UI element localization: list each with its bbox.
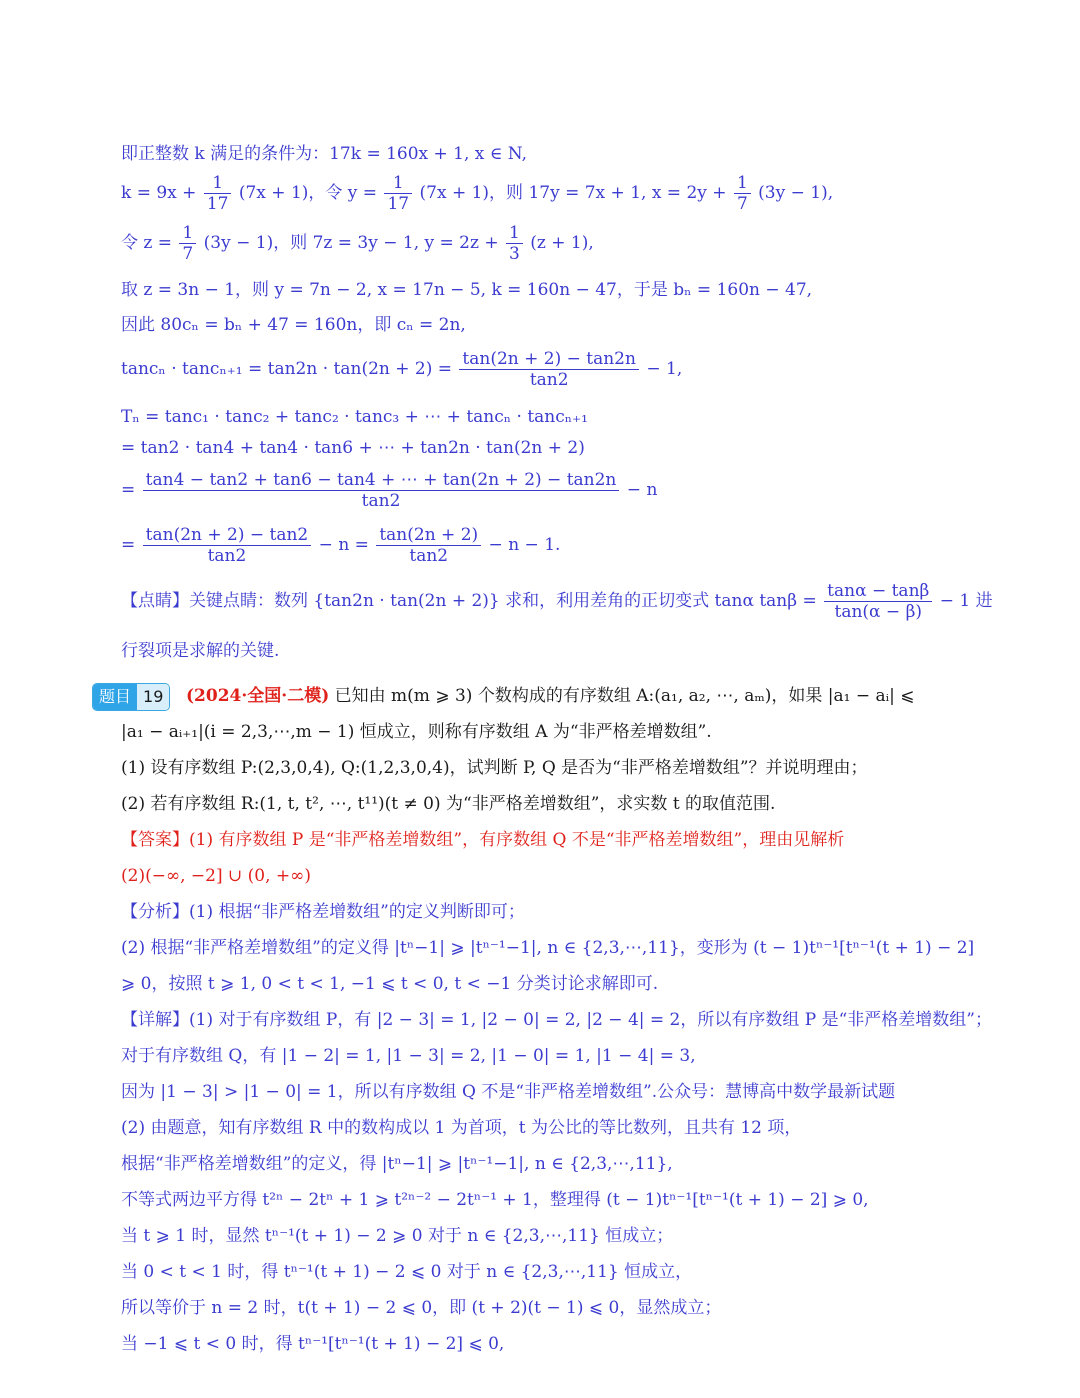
fraction: $\frac{1}{3}$ [506,223,523,264]
fraction: $\frac{\tan 4 - \tan 2 + \tan 6 - \tan 4 + \cdots + \tan(2n + 2) - \tan 2n}{\tan 2}$ [143,470,620,511]
solution-line: = tan2 · tan4 + tan4 · tan6 + ⋯ + tan2n · tan(2n + 2) [121,438,585,458]
detail-line: 因为 |1 − 3| > |1 − 0| = 1，所以有序数组 Q 不是“非严格差增数组”.公众号：慧博高中数学最新试题 [121,1082,896,1102]
fraction: $\frac{\tan\alpha - \tan\beta}{\tan(\alpha - \beta)}$ [824,581,932,622]
question-2: (2) 若有序数组 R:(1, t, t², ⋯, t¹¹)(t ≠ 0) 为“非严格差增数组”，求实数 t 的取值范围. [121,794,776,814]
fraction: $\frac{1}{17}$ [204,173,232,214]
solution-line: = $\frac{\tan 4 - \tan 2 + \tan 6 - \tan 4 + \cdots + \tan(2n + 2) - \tan 2n}{\tan 2}$ − n [121,470,658,511]
question-1: (1) 设有序数组 P:(2,3,0,4), Q:(1,2,3,0,4)，试判断 P, Q 是否为“非严格差增数组”？并说明理由； [121,758,868,778]
solution-line: 令 z = $\frac{1}{7}$ (3y − 1)，则 7z = 3y − 1, y = 2z + $\frac{1}{3}$ (z + 1), [121,223,594,264]
detail-line: 当 −1 ⩽ t < 0 时，得 tⁿ⁻¹[tⁿ⁻¹(t + 1) − 2] ⩽ 0, [121,1334,505,1354]
detail-line: 当 0 < t < 1 时，得 tⁿ⁻¹(t + 1) − 2 ⩽ 0 对于 n ∈ {2,3,⋯,11} 恒成立， [121,1262,693,1282]
detail-line: 不等式两边平方得 t²ⁿ − 2tⁿ + 1 ⩾ t²ⁿ⁻² − 2tⁿ⁻¹ + 1，整理得 (t − 1)tⁿ⁻¹[tⁿ⁻¹(t + 1) − 2] ⩾ 0, [121,1190,869,1210]
answer-line: 【答案】(1) 有序数组 P 是“非严格差增数组”，有序数组 Q 不是“非严格差增数组”，理由见解析 [121,830,845,850]
detail-line: 【详解】(1) 对于有序数组 P，有 |2 − 3| = 1, |2 − 0| = 2, |2 − 4| = 2，所以有序数组 P 是“非严格差增数组”； [121,1010,992,1030]
analysis-line: (2) 根据“非严格差增数组”的定义得 |tⁿ−1| ⩾ |tⁿ⁻¹−1|, n ∈ {2,3,⋯,11}，变形为 (t − 1)tⁿ⁻¹[tⁿ⁻¹(t + 1) − 2] [121,938,975,958]
fraction: $\frac{\tan(2n + 2) - \tan 2n}{\tan 2}$ [459,349,639,390]
solution-line: 即正整数 k 满足的条件为：17k = 160x + 1, x ∈ N, [121,144,527,164]
solution-line: k = 9x + $\frac{1}{17}$ (7x + 1)，令 y = $\frac{1}{17}$ (7x + 1)，则 17y = 7x + 1, x = 2y + $\frac{1}{7}$ (3y − 1), [121,173,834,214]
fraction: $\frac{1}{7}$ [734,173,751,214]
detail-line: 所以等价于 n = 2 时，t(t + 1) − 2 ⩽ 0，即 (t + 2)(t − 1) ⩽ 0，显然成立； [121,1298,722,1318]
fraction: $\frac{1}{7}$ [179,223,196,264]
solution-line: 取 z = 3n − 1，则 y = 7n − 2, x = 17n − 5, k = 160n − 47，于是 bₙ = 160n − 47, [121,280,813,300]
badge-label: 题目 [93,684,137,710]
fraction: $\frac{1}{17}$ [384,173,412,214]
answer-line: (2)(−∞, −2] ∪ (0, +∞) [121,866,311,886]
solution-line: tancₙ · tancₙ₊₁ = tan2n · tan(2n + 2) = $\frac{\tan(2n + 2) - \tan 2n}{\tan 2}$ − 1, [121,349,683,390]
problem-line: |a₁ − aᵢ₊₁|(i = 2,3,⋯,m − 1) 恒成立，则称有序数组 A 为“非严格差增数组”. [121,722,712,742]
fraction: $\frac{\tan(2n + 2)}{\tan 2}$ [376,525,481,566]
analysis-line: 【分析】(1) 根据“非严格差增数组”的定义判断即可； [121,902,525,922]
solution-line: Tₙ = tanc₁ · tanc₂ + tanc₂ · tanc₃ + ⋯ + tancₙ · tancₙ₊₁ [121,407,588,427]
solution-line: 因此 80cₙ = bₙ + 47 = 160n，即 cₙ = 2n, [121,315,466,335]
solution-line: = $\frac{\tan(2n + 2) - \tan 2}{\tan 2}$ − n = $\frac{\tan(2n + 2)}{\tan 2}$ − n − 1. [121,525,561,566]
detail-line: 对于有序数组 Q，有 |1 − 2| = 1, |1 − 3| = 2, |1 − 0| = 1, |1 − 4| = 3, [121,1046,696,1066]
badge-number: 19 [137,684,169,710]
dianjing-line: 行裂项是求解的关键. [121,641,280,661]
dianjing-line: 【点睛】关键点睛：数列 {tan2n · tan(2n + 2)} 求和，利用差角的正切变式 tanα tanβ = $\frac{\tan\alpha - \tan\beta}{\tan(\alpha - \beta)}$ − 1 进 [121,581,993,622]
analysis-line: ⩾ 0，按照 t ⩾ 1, 0 < t < 1, −1 ⩽ t < 0, t < −1 分类讨论求解即可. [121,974,659,994]
problem-line: (2024·全国·二模) 已知由 m(m ⩾ 3) 个数构成的有序数组 A:(a₁, a₂, ⋯, aₘ)，如果 |a₁ − aᵢ| ⩽ [186,686,915,706]
fraction: $\frac{\tan(2n + 2) - \tan 2}{\tan 2}$ [143,525,312,566]
detail-line: 根据“非严格差增数组”的定义，得 |tⁿ−1| ⩾ |tⁿ⁻¹−1|, n ∈ {2,3,⋯,11}, [121,1154,673,1174]
problem-badge [92,683,170,711]
detail-line: 当 t ⩾ 1 时，显然 tⁿ⁻¹(t + 1) − 2 ⩾ 0 对于 n ∈ {2,3,⋯,11} 恒成立； [121,1226,674,1246]
problem-source: (2024·全国·二模) [186,686,330,706]
detail-line: (2) 由题意，知有序数组 R 中的数构成以 1 为首项，t 为公比的等比数列，且共有 12 项， [121,1118,802,1138]
